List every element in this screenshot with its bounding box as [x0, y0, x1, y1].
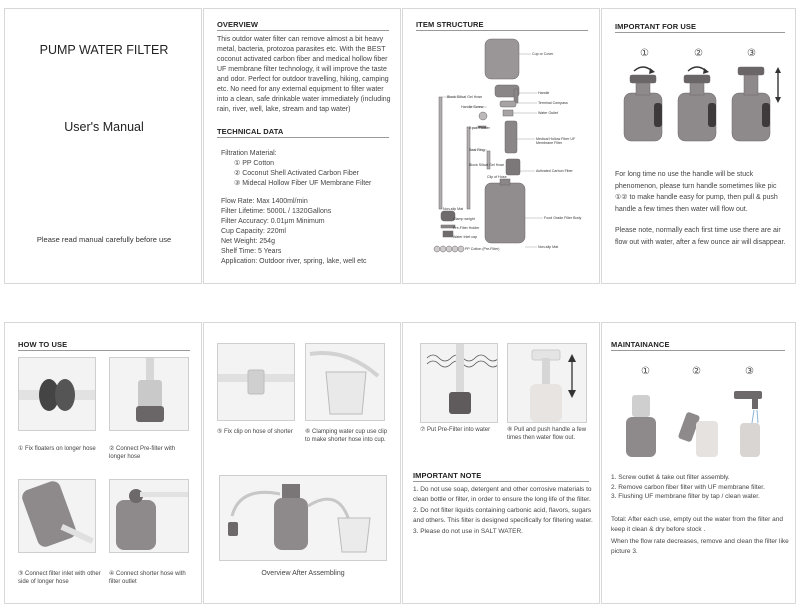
maintainance-panel [601, 322, 796, 604]
label-pp: PP Cotton (Pre-Filter) [465, 247, 500, 251]
label-handle: Handle [538, 91, 550, 95]
step-number: ③ [745, 366, 754, 377]
label-prefilter-holder: Pre-Filter Holder [453, 226, 480, 230]
step6-photo [305, 343, 385, 421]
important-use-panel [601, 8, 796, 284]
label-nonslip: Non-slip Mat [443, 207, 464, 211]
heading-rule [615, 32, 785, 33]
spec-item: Cup Capacity: 220ml [221, 228, 286, 235]
label-membrane: Medical Hollow Fiber UF Membrane Filter [536, 137, 576, 145]
step4-caption: ④ Connect shorter hose with filter outlet [109, 571, 186, 585]
maintainance-flow: When the flow rate decreases, remove and clean the filter like picture 3. [611, 538, 789, 555]
maintainance-list [611, 473, 795, 502]
important-use-p2: Please note, normally each first time use there are air flow out with water, after a few ounce air will disappear. [615, 227, 786, 246]
overview-assembled-photo [219, 475, 387, 561]
heading-rule [18, 350, 190, 351]
structure-panel [402, 8, 600, 284]
label-body: Food Grade Filter Body [544, 216, 582, 220]
how-to-use-panel [4, 322, 202, 604]
note-panel [402, 322, 600, 604]
step8-photo [507, 343, 587, 423]
step2-caption: ② Connect Pre-filter with longer hose [109, 446, 176, 460]
label-seal-ring: Seal Ring [469, 148, 485, 152]
note-item: 2. Do not filter liquids containing carbonic acid, flavors, sugars and others. This filter is designed specifically for filtering water. [413, 507, 593, 524]
note-item: 3. Please do not use in SALT WATER. [413, 528, 523, 535]
step-number: ① [641, 366, 650, 377]
overview-panel [203, 8, 401, 284]
assembly-panel [203, 322, 401, 604]
label-carbon: Activated Carbon Fiber [536, 169, 573, 173]
label-short-hose: Block Silical Gel Hose [469, 163, 505, 167]
step5-caption: ⑤ Fix clip on hose of shorter [217, 429, 293, 435]
step7-photo [420, 343, 498, 423]
maintainance-item: 1. Screw outlet & take out filter assembly. [611, 474, 730, 481]
maintainance-heading: MAINTAINANCE [611, 340, 670, 349]
label-cup: Cup or Cover [532, 52, 554, 56]
step-number: ① [640, 48, 649, 59]
spec-item: Filter Lifetime: 5000L / 1320Gallons [221, 208, 332, 215]
step-number: ② [694, 48, 703, 59]
maintainance-illustration [602, 383, 796, 463]
step8-caption: ⑧ Pull and push handle a few times then water flow out. [507, 427, 587, 441]
step5-photo [217, 343, 295, 421]
material-list [234, 159, 371, 189]
structure-heading: ITEM STRUCTURE [416, 20, 484, 29]
step7-caption: ⑦ Put Pre-Filter into water [420, 427, 491, 433]
overview-text: This outdor water filter can remove almost a bit heavy metal, bacteria, protozoa parasites etc. With the BEST coconut activated carbon fiber and medical hollow fiber UF membrane filter technology, it will improve the taste and odor. Perfect for outdoor travelling, hiking, camping etc. No need for any external equipment to filter water into a clean, safe drinkable water immediately (including rain, river, well, lake, stream and tap water) [217, 36, 391, 113]
important-use-p1: For long time no use the handle will be stuck phenomenon, please turn handle sometimes like pic ①② to make handle easy for pump, then pull & push handle a few times then water will flow out. [615, 171, 778, 213]
cover-subtitle: User's Manual [64, 120, 144, 134]
cover-panel [4, 8, 202, 284]
overview-heading: OVERVIEW [217, 20, 259, 29]
exploded-diagram [403, 9, 600, 284]
label-clamp: Clamp weight [453, 217, 475, 221]
spec-item: Flow Rate: Max 1400ml/min [221, 198, 308, 205]
label-water-outlet: Water Outlet [538, 111, 559, 115]
step-number: ③ [747, 48, 756, 59]
step2-photo [109, 357, 189, 431]
step3-caption: ③ Connect filter inlet with other side of longer hose [18, 571, 101, 585]
important-note-list [413, 485, 593, 537]
maintainance-total: Total: After each use, empty out the water from the filter and keep it clean & dry before stock . [611, 516, 783, 533]
label-soft-gel: Block Silical Gel Hose [447, 95, 483, 99]
overview-caption: Overview After Assembling [261, 570, 345, 577]
step4-photo [109, 479, 189, 553]
label-terminal: Terminal Compass [538, 101, 568, 105]
label-floater: 2 pcs Floater [469, 126, 490, 130]
heading-rule [217, 30, 389, 31]
material-item: ③ Midecal Hollow Fiber UF Membrane Filter [234, 180, 372, 187]
cover-note: Please read manual carefully before use [36, 235, 172, 244]
technical-heading: TECHNICAL DATA [217, 127, 284, 136]
important-use-heading: IMPORTANT FOR USE [615, 22, 697, 31]
handle-steps-illustration [602, 63, 796, 153]
important-note-heading: IMPORTANT NOTE [413, 471, 482, 480]
spec-item: Application: Outdoor river, spring, lake, well etc [221, 258, 367, 265]
heading-rule [413, 481, 589, 482]
material-label: Filtration Material: [221, 150, 277, 157]
material-item: ① PP Cotton [234, 160, 275, 167]
spec-list [221, 197, 367, 267]
cover-title: PUMP WATER FILTER [39, 43, 169, 57]
step3-photo [18, 479, 96, 553]
note-item: 1. Do not use soap, detergent and other corrosive materials to clean bottle or filter, in order to ensure the long life of the filter. [413, 486, 592, 503]
heading-rule [217, 137, 389, 138]
how-to-use-heading: HOW TO USE [18, 340, 68, 349]
label-inlet: Water Inlet cap [453, 235, 478, 239]
label-clip: Clip of Hose [487, 175, 507, 179]
label-nonslip2: Non-slip Mat [538, 245, 559, 249]
maintainance-item: 3. Flushing UF membrane filter by tap / clean water. [611, 493, 760, 500]
label-handle-screw: Handle Screw [461, 105, 484, 109]
spec-item: Shelf Time: 5 Years [221, 248, 282, 255]
material-item: ② Coconut Shell Activated Carbon Fiber [234, 170, 359, 177]
step6-caption: ⑥ Clamping water cup use clip to make shorter hose into cup. [305, 429, 388, 443]
spec-item: Filter Accuracy: 0.01μm Minimum [221, 218, 325, 225]
heading-rule [611, 350, 785, 351]
spec-item: Net Weight: 254g [221, 238, 275, 245]
step-number: ② [692, 366, 701, 377]
step1-caption: ① Fix floaters on longer hose [18, 446, 96, 452]
step1-photo [18, 357, 96, 431]
maintainance-item: 2. Remove carbon fiber filter with UF membrane filter. [611, 483, 765, 491]
